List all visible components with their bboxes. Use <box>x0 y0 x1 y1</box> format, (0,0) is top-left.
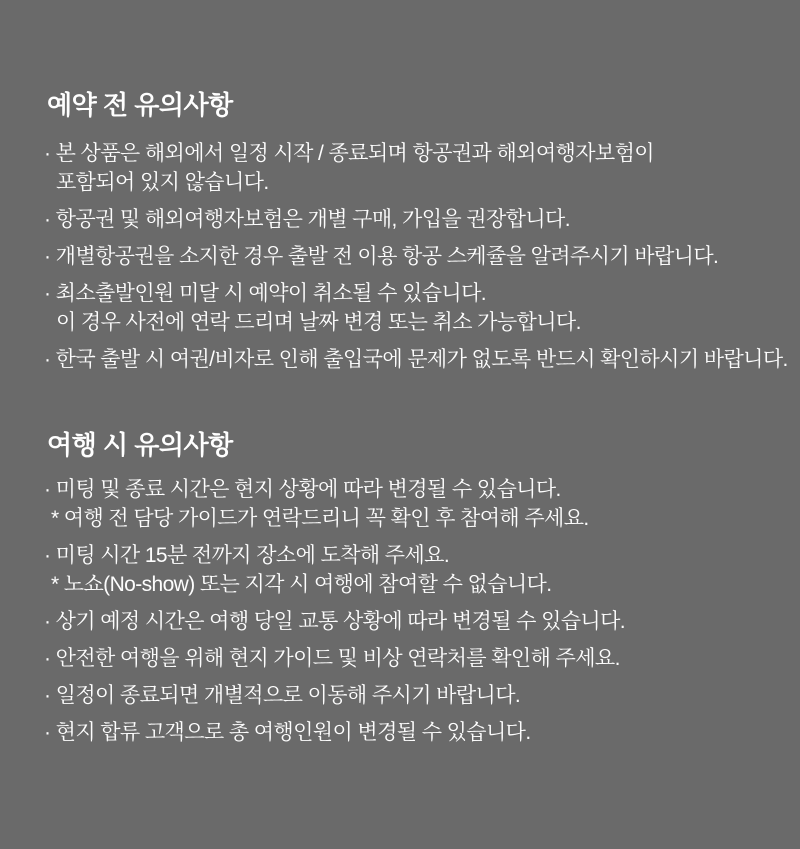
notice-item <box>44 607 766 636</box>
notice-line: · 한국 출발 시 여권/비자로 인해 출입국에 문제가 없도록 반드시 확인하시기 바랍니다. <box>44 348 788 371</box>
notice-subline: * 여행 전 담당 가이드가 연락드리니 꼭 확인 후 참여해 주세요. <box>51 507 589 530</box>
notice-line: 포함되어 있지 않습니다. <box>56 171 269 194</box>
notice-item <box>44 718 766 747</box>
notice-line: · 미팅 및 종료 시간은 현지 상황에 따라 변경될 수 있습니다. <box>44 478 561 501</box>
notice-line: · 안전한 여행을 위해 현지 가이드 및 비상 연락처를 확인해 주세요. <box>44 647 620 670</box>
notice-line: · 미팅 시간 15분 전까지 장소에 도착해 주세요. <box>44 544 450 567</box>
notice-subline: * 노쇼(No-show) 또는 지각 시 여행에 참여할 수 없습니다. <box>51 573 552 596</box>
notice-item <box>44 279 766 337</box>
notice-line: · 일정이 종료되면 개별적으로 이동해 주시기 바랍니다. <box>44 684 521 707</box>
notice-item <box>44 541 766 599</box>
notice-item <box>44 475 766 533</box>
notice-item <box>44 242 766 271</box>
section-pre-booking-title: 예약 전 유의사항 <box>47 90 233 120</box>
notice-item <box>44 681 766 710</box>
notice-line: · 현지 합류 고객으로 총 여행인원이 변경될 수 있습니다. <box>44 721 531 744</box>
notice-line: · 개별항공권을 소지한 경우 출발 전 이용 항공 스케쥴을 알려주시기 바랍니다. <box>44 245 719 268</box>
notice-line: · 상기 예정 시간은 여행 당일 교통 상황에 따라 변경될 수 있습니다. <box>44 610 626 633</box>
section-during-travel-title: 여행 시 유의사항 <box>47 430 233 460</box>
notice-item <box>44 139 766 197</box>
notice-line: · 본 상품은 해외에서 일정 시작 / 종료되며 항공권과 해외여행자보험이 <box>44 142 654 165</box>
notice-item <box>44 345 788 374</box>
notice-line: · 최소출발인원 미달 시 예약이 취소될 수 있습니다. <box>44 282 486 305</box>
section-during-travel <box>44 430 766 747</box>
notice-item <box>44 205 766 234</box>
notice-line: 이 경우 사전에 연락 드리며 날짜 변경 또는 취소 가능합니다. <box>56 311 581 334</box>
notice-item <box>44 644 766 673</box>
section-pre-booking <box>44 90 788 374</box>
notice-line: · 항공권 및 해외여행자보험은 개별 구매, 가입을 권장합니다. <box>44 208 570 231</box>
